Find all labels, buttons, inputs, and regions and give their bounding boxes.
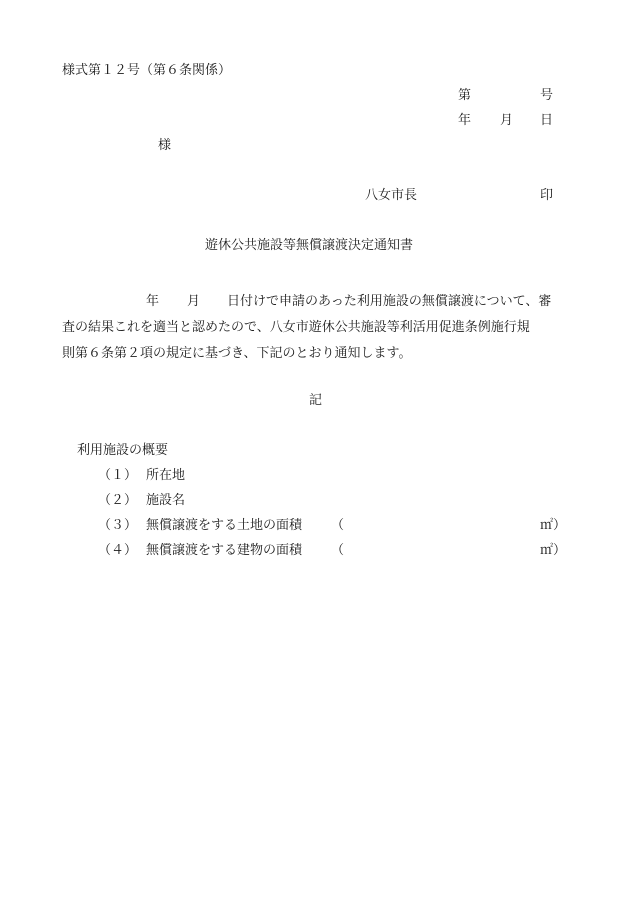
body-line-3: 則第６条第２項の規定に基づき、下記のとおり通知します。 xyxy=(62,346,412,361)
ki-marker: 記 xyxy=(309,393,323,408)
item-number: （１） xyxy=(98,468,138,483)
date-year: 年 xyxy=(458,113,472,128)
form-number: 様式第１２号（第６条関係） xyxy=(62,63,232,78)
reference-go: 号 xyxy=(540,88,554,103)
overview-heading: 利用施設の概要 xyxy=(77,443,169,458)
issuer-name: 八女市長 xyxy=(365,188,418,203)
item-label: 無償譲渡をする土地の面積 xyxy=(146,518,303,533)
body-year: 年 xyxy=(146,294,160,309)
item-label: 無償譲渡をする建物の面積 xyxy=(146,543,303,558)
body-line-1-text: 日付けで申請のあった利用施設の無償譲渡について、審 xyxy=(227,294,552,309)
body-month: 月 xyxy=(187,294,201,309)
item-number: （４） xyxy=(98,543,138,558)
item-number: （２） xyxy=(98,493,138,508)
item-unit: ㎡） xyxy=(540,543,567,558)
issuer-seal: 印 xyxy=(540,188,554,203)
body-paragraph xyxy=(62,289,582,367)
body-line-2: 査の結果これを適当と認めたので、八女市遊休公共施設等利活用促進条例施行規 xyxy=(62,320,530,335)
date-month: 月 xyxy=(500,113,514,128)
item-number: （３） xyxy=(98,518,138,533)
addressee-suffix: 様 xyxy=(158,138,172,153)
body-line-1 xyxy=(77,289,582,315)
date-day: 日 xyxy=(540,113,554,128)
item-label: 所在地 xyxy=(146,468,186,483)
item-open-paren: （ xyxy=(331,543,345,558)
item-unit: ㎡） xyxy=(540,518,567,533)
reference-dai: 第 xyxy=(458,88,472,103)
item-open-paren: （ xyxy=(331,518,345,533)
document-title: 遊休公共施設等無償譲渡決定通知書 xyxy=(205,238,414,253)
item-label: 施設名 xyxy=(146,493,186,508)
